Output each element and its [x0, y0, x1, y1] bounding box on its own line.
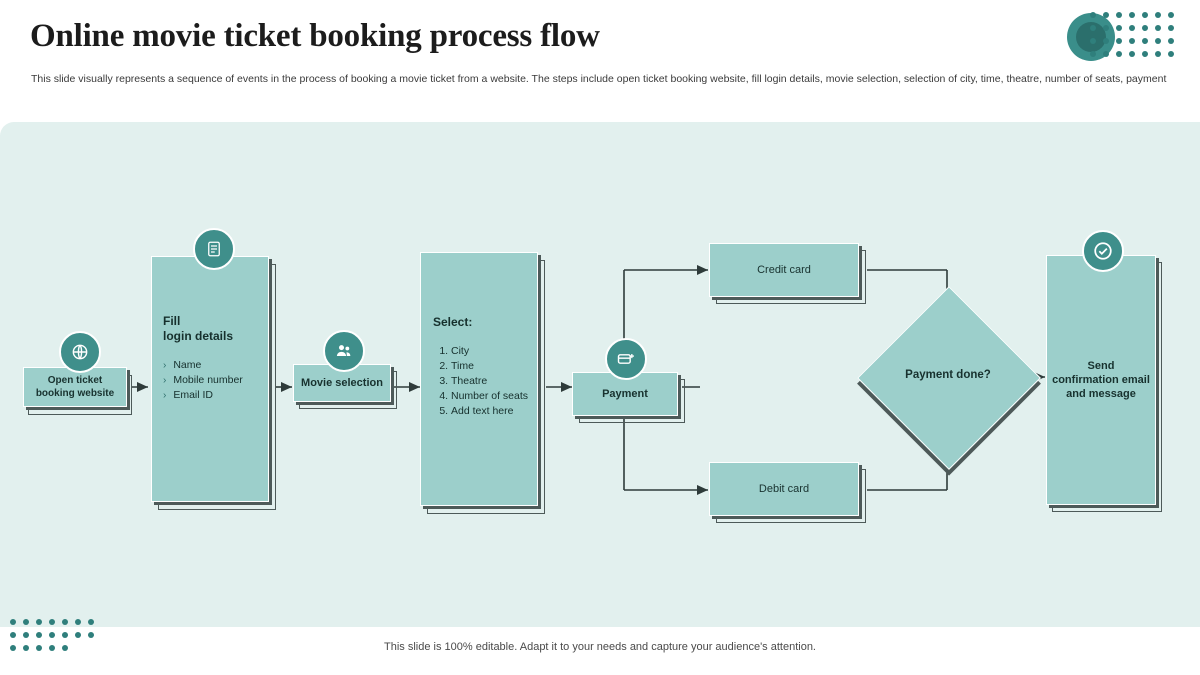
- decorative-dot: [75, 619, 81, 625]
- select-item-list: [433, 344, 537, 419]
- decorative-dot: [23, 632, 29, 638]
- list-item: 5. Add text here: [451, 404, 537, 419]
- node-credit-card[interactable]: [709, 243, 859, 297]
- decision-label: Payment done?: [905, 369, 991, 381]
- decorative-dot: [62, 632, 68, 638]
- decorative-dot: [1155, 38, 1161, 44]
- decorative-dot: [49, 645, 55, 651]
- decorative-dot: [1168, 38, 1174, 44]
- list-item: 4. Number of seats: [451, 389, 537, 404]
- decorative-dot: [62, 619, 68, 625]
- decorative-dot: [75, 632, 81, 638]
- node-label: Debit card: [758, 483, 810, 495]
- decorative-dot: [1116, 51, 1122, 57]
- decorative-dot: [1116, 38, 1122, 44]
- decorative-dot: [1168, 51, 1174, 57]
- login-item: › Email ID: [163, 389, 214, 401]
- decorative-dot: [10, 645, 16, 651]
- decorative-dot: [1168, 25, 1174, 31]
- decorative-dot: [36, 619, 42, 625]
- decorative-dot: [10, 619, 16, 625]
- decorative-dot: [1090, 38, 1096, 44]
- decorative-dot: [1142, 25, 1148, 31]
- form-icon: [193, 228, 235, 270]
- decorative-dot: [1155, 51, 1161, 57]
- decorative-dot: [1155, 25, 1161, 31]
- decorative-dot: [1116, 12, 1122, 18]
- login-details-content: [163, 314, 263, 403]
- decorative-dots-top-right: [1090, 12, 1182, 58]
- decorative-dot: [1142, 51, 1148, 57]
- decorative-dots-bottom-left: [10, 619, 102, 663]
- decorative-dot: [1103, 51, 1109, 57]
- slide-footer: [0, 627, 1200, 675]
- decorative-dot: [1129, 38, 1135, 44]
- people-icon: [323, 330, 365, 372]
- decorative-dot: [1129, 12, 1135, 18]
- decorative-dot: [1155, 12, 1161, 18]
- decorative-dot: [1142, 12, 1148, 18]
- decorative-dot: [88, 632, 94, 638]
- chevron-right-icon: ›: [163, 390, 167, 401]
- page-title: Online movie ticket booking process flow: [30, 18, 600, 54]
- node-label: Payment: [602, 388, 648, 400]
- decorative-dot: [1129, 51, 1135, 57]
- diagram-canvas: [0, 122, 1200, 627]
- decorative-dot: [1116, 25, 1122, 31]
- login-item: › Name: [163, 359, 202, 371]
- list-item: 2. Time: [451, 359, 537, 374]
- decorative-dot: [88, 619, 94, 625]
- payment-icon: [605, 338, 647, 380]
- node-open-ticket-booking-website[interactable]: [23, 367, 127, 407]
- page-subtitle: This slide visually represents a sequence of events in the process of booking a movie ticket from a website. The steps include open ticket booking website, fill login details, movie selection, selection of city, time, theatre, number of seats, payment: [31, 73, 1167, 85]
- node-send-confirmation[interactable]: [1046, 255, 1156, 505]
- decorative-dot: [23, 645, 29, 651]
- website-icon: [59, 331, 101, 373]
- node-label: Movie selection: [301, 377, 383, 389]
- select-title: Select:: [433, 315, 473, 329]
- login-details-title: Fill login details: [163, 314, 234, 343]
- decorative-dot: [23, 619, 29, 625]
- decorative-dot: [1142, 38, 1148, 44]
- decorative-dot: [49, 619, 55, 625]
- decorative-dot: [36, 645, 42, 651]
- decorative-dot: [62, 645, 68, 651]
- decorative-dot: [49, 632, 55, 638]
- decorative-dot: [10, 632, 16, 638]
- check-icon: [1082, 230, 1124, 272]
- node-label: Credit card: [757, 264, 811, 276]
- decorative-dot: [36, 632, 42, 638]
- login-item: › Mobile number: [163, 374, 243, 386]
- decorative-dot: [1090, 12, 1096, 18]
- node-label: Open ticket booking website: [35, 375, 115, 399]
- select-content: [433, 315, 537, 419]
- decorative-dot: [1168, 12, 1174, 18]
- decorative-dot: [1103, 12, 1109, 18]
- decorative-dot: [1103, 38, 1109, 44]
- decorative-dot: [1103, 25, 1109, 31]
- decorative-dot: [1129, 25, 1135, 31]
- list-item: 1. City: [451, 344, 537, 359]
- chevron-right-icon: ›: [163, 375, 167, 386]
- node-debit-card[interactable]: [709, 462, 859, 516]
- decorative-dot: [1090, 25, 1096, 31]
- node-label: Send confirmation email and message: [1052, 360, 1150, 400]
- chevron-right-icon: ›: [163, 360, 167, 371]
- slide-header: [0, 0, 1200, 122]
- list-item: 3. Theatre: [451, 374, 537, 389]
- decorative-dot: [1090, 51, 1096, 57]
- footer-note: This slide is 100% editable. Adapt it to your needs and capture your audience's attention.: [384, 641, 816, 653]
